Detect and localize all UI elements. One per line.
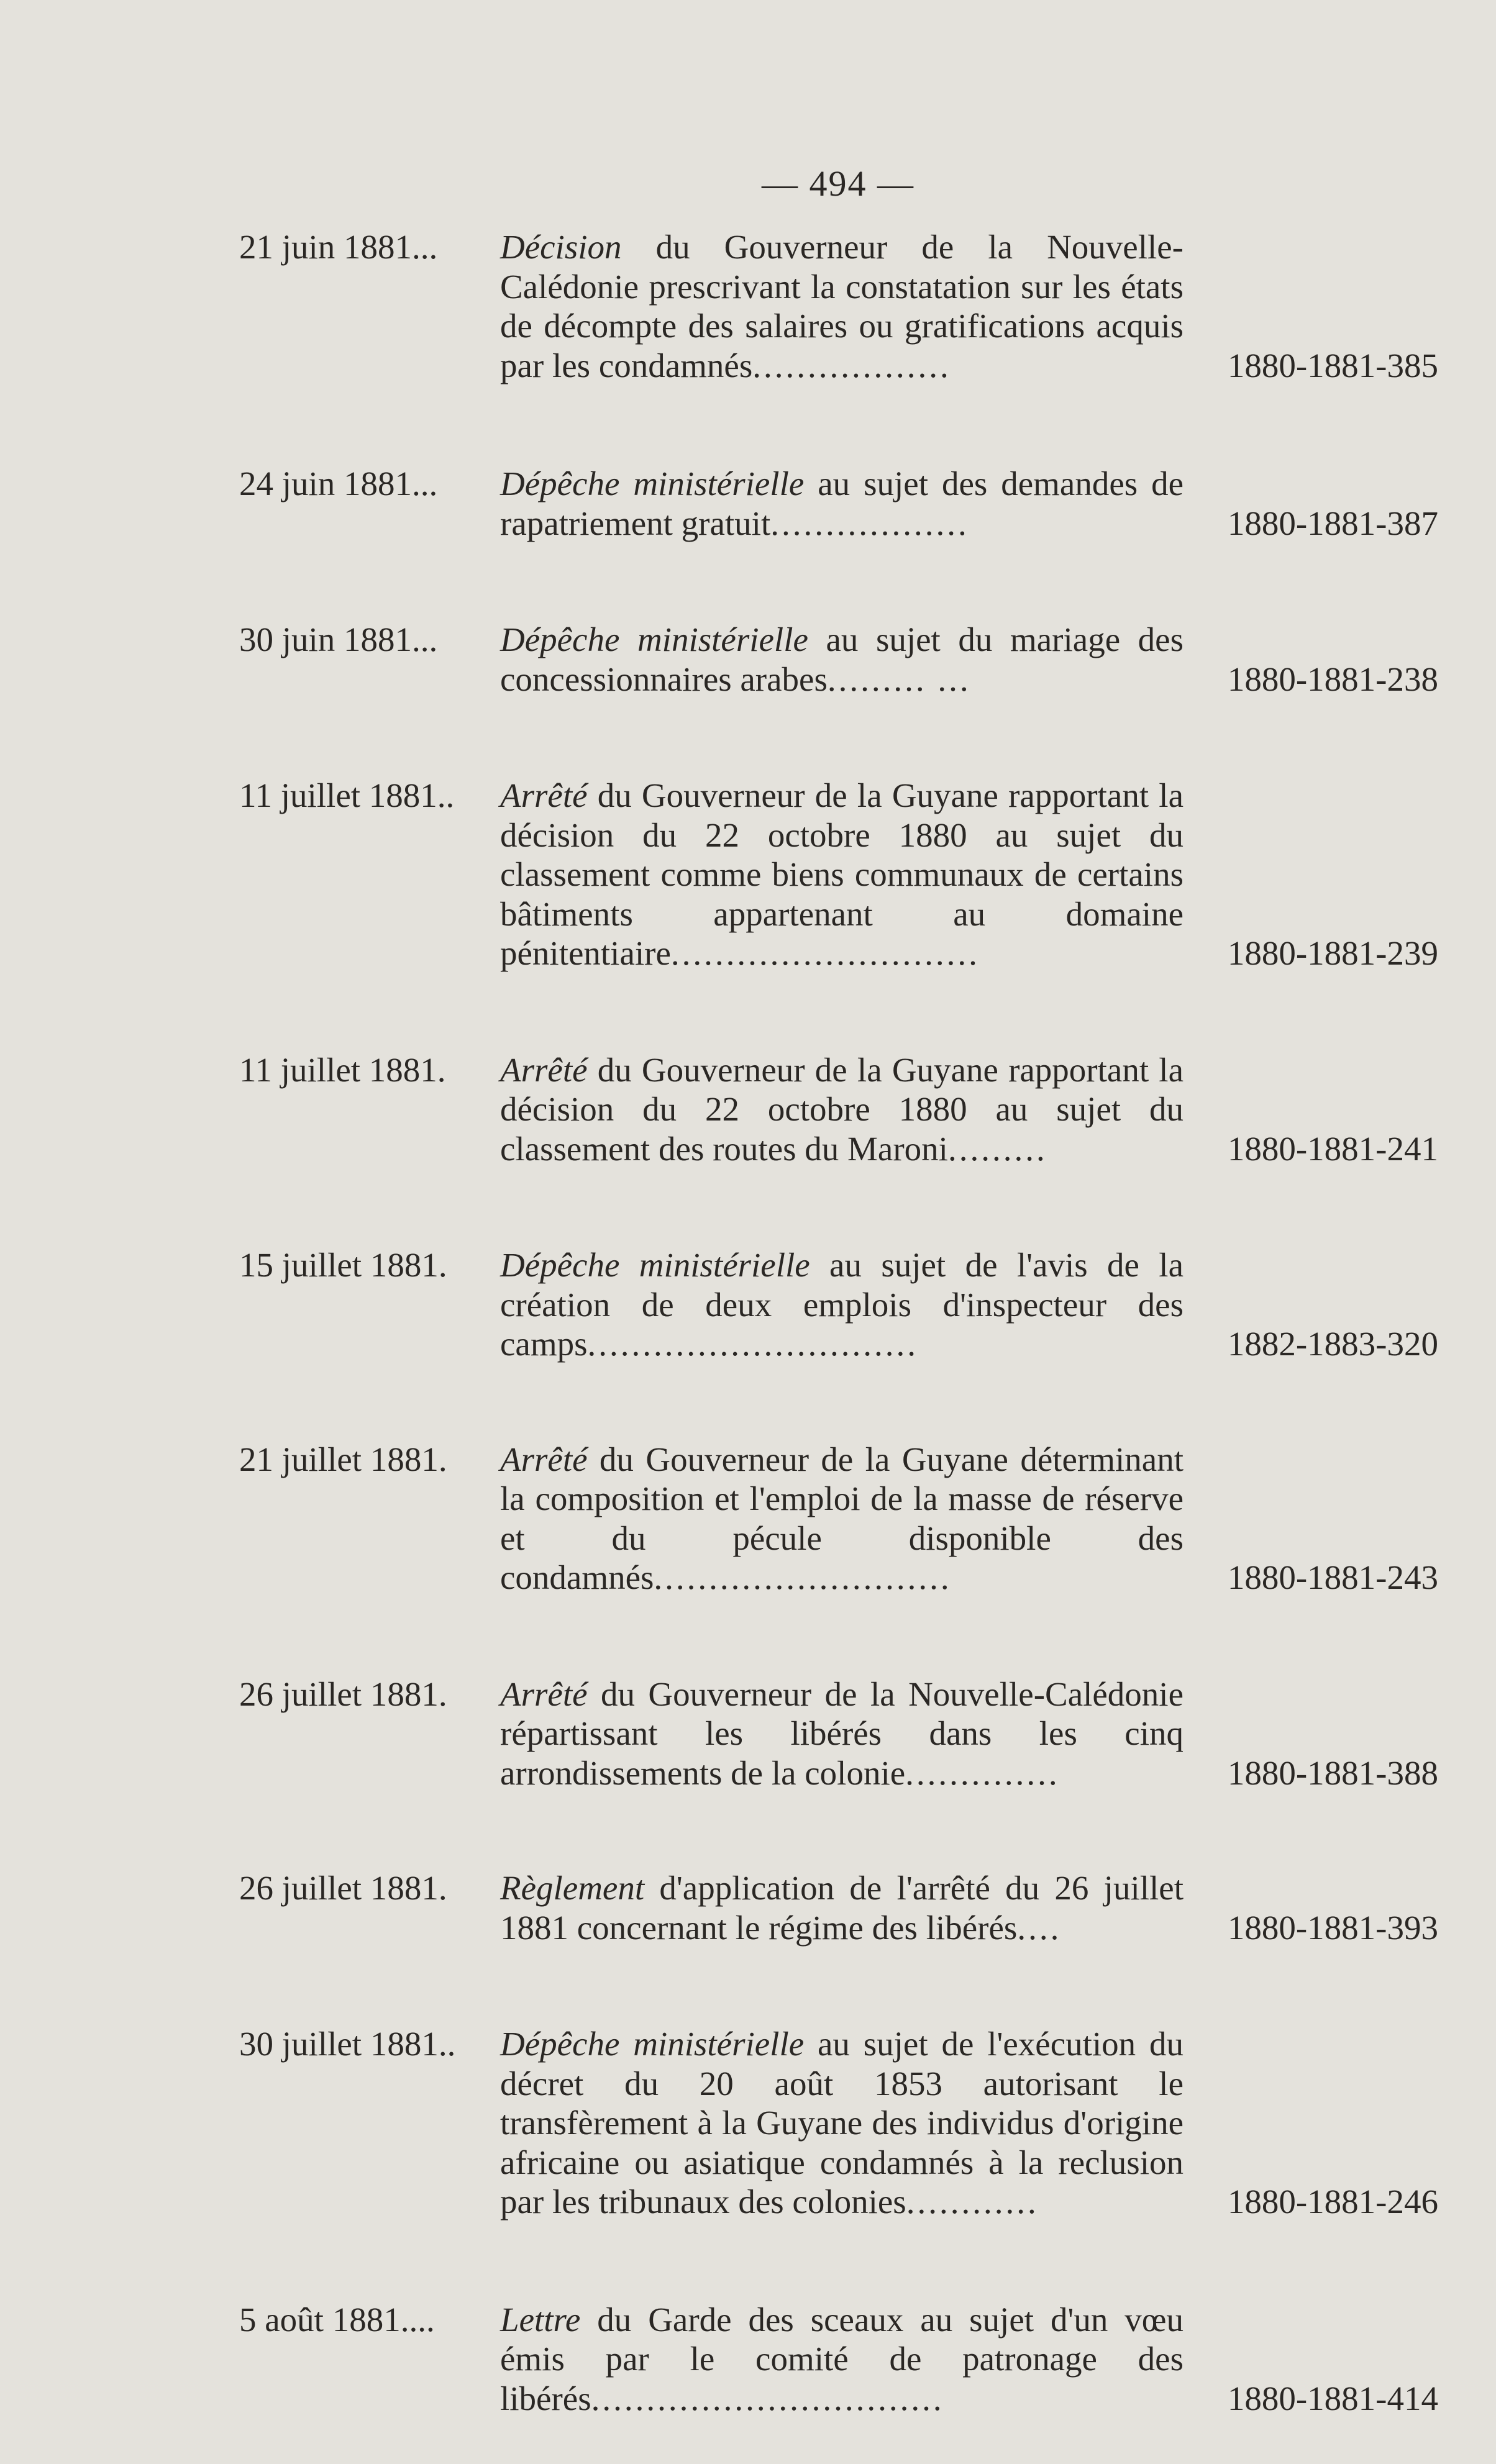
entry-description bbox=[500, 1050, 1184, 1169]
entry-reference: 1880-1881-393 bbox=[1227, 1908, 1438, 1947]
entry-lead: Arrêté bbox=[500, 776, 588, 814]
dot-leader: .................. bbox=[752, 346, 951, 384]
entry bbox=[239, 776, 1438, 973]
entry-date: 15 juillet 1881. bbox=[239, 1246, 447, 1284]
dot-leader: ......... bbox=[947, 1129, 1047, 1168]
dot-leader: ............ bbox=[906, 2183, 1039, 2221]
entry-date: 11 juillet 1881. bbox=[239, 1050, 446, 1089]
entry-description bbox=[500, 464, 1184, 543]
entry-text: au sujet des demandes de rapatriement gratuit bbox=[500, 465, 1184, 542]
entry bbox=[239, 1440, 1438, 1598]
entry-lead: Arrêté bbox=[500, 1675, 588, 1713]
entry bbox=[239, 1050, 1438, 1169]
entry-reference: 1880-1881-387 bbox=[1227, 504, 1438, 542]
entry-text: du Gouverneur de la Nouvelle-Calédonie prescrivant la constatation sur les états de décompte des salaires ou gratifications acquis par les condamnés bbox=[500, 228, 1184, 384]
entry-text: du Gouverneur de la Guyane déterminant la composition et l'emploi de la masse de réserve et du pécule disponible des condamnés bbox=[500, 1440, 1184, 1596]
entry-description bbox=[500, 2300, 1184, 2419]
dot-leader: .............. bbox=[905, 1753, 1060, 1792]
entry-text: d'application de l'arrêté du 26 juillet 1881 concernant le régime des libérés bbox=[500, 1869, 1184, 1947]
entry-date: 21 juillet 1881. bbox=[239, 1440, 447, 1478]
entry-reference: 1880-1881-238 bbox=[1227, 660, 1438, 698]
entry-reference: 1880-1881-385 bbox=[1227, 346, 1438, 384]
entry-lead: Arrêté bbox=[500, 1050, 588, 1089]
entry-text: au sujet du mariage des concessionnaires arabes bbox=[500, 621, 1184, 698]
entry-description bbox=[500, 1440, 1184, 1598]
dot-leader: .................. bbox=[770, 504, 969, 542]
entry-description bbox=[500, 1245, 1184, 1364]
entry-text: au sujet de l'avis de la création de deux emplois d'inspecteur des camps bbox=[500, 1246, 1184, 1363]
entry-description bbox=[500, 2024, 1184, 2222]
entry-lead: Décision bbox=[500, 228, 622, 266]
entry bbox=[239, 1675, 1438, 1793]
entry-reference: 1880-1881-414 bbox=[1227, 2379, 1438, 2417]
entry-date: 21 juin 1881... bbox=[239, 228, 438, 266]
entry-text: du Gouverneur de la Guyane rapportant la décision du 22 octobre 1880 au sujet du classement des routes du Maroni bbox=[500, 1050, 1184, 1168]
entry-description bbox=[500, 1868, 1184, 1947]
entry-date: 30 juillet 1881.. bbox=[239, 2025, 456, 2063]
dot-leader: .............................. bbox=[587, 1325, 919, 1363]
entry-date: 5 août 1881.... bbox=[239, 2300, 435, 2339]
entry-text: du Gouverneur de la Guyane rapportant la décision du 22 octobre 1880 au sujet du classement comme biens communaux de certains bâtiments appartenant au domaine pénitentiaire bbox=[500, 776, 1184, 972]
entry-lead: Dépêche ministérielle bbox=[500, 621, 808, 658]
entry-lead: Dépêche ministérielle bbox=[500, 1246, 810, 1284]
entry-lead: Dépêche ministérielle bbox=[500, 465, 805, 502]
entry bbox=[239, 1868, 1438, 1947]
entry-reference: 1880-1881-388 bbox=[1227, 1753, 1438, 1792]
entry-description bbox=[500, 227, 1184, 385]
entry-date: 26 juillet 1881. bbox=[239, 1675, 447, 1713]
entry bbox=[239, 620, 1438, 699]
entry-text: au sujet de l'exécution du décret du 20 août 1853 autorisant le transfèrement à la Guyane des individus d'origine africaine ou asiatique condamnés à la reclusion par les tribunaux des colonies bbox=[500, 2025, 1184, 2221]
entry-reference: 1880-1881-243 bbox=[1227, 1558, 1438, 1596]
dot-leader: ................................ bbox=[591, 2379, 944, 2417]
entry bbox=[239, 2024, 1438, 2222]
dot-leader: .... bbox=[1017, 1908, 1062, 1947]
entry-lead: Règlement bbox=[500, 1869, 645, 1907]
entry bbox=[239, 1245, 1438, 1364]
entry-reference: 1880-1881-239 bbox=[1227, 934, 1438, 972]
entry-lead: Lettre bbox=[500, 2300, 581, 2339]
dot-leader: ........................... bbox=[654, 1558, 952, 1596]
entry-date: 11 juillet 1881.. bbox=[239, 776, 455, 814]
entry-reference: 1882-1883-320 bbox=[1227, 1325, 1438, 1363]
entry bbox=[239, 464, 1438, 543]
dot-leader: ............................ bbox=[670, 934, 980, 972]
entry-date: 24 juin 1881... bbox=[239, 465, 438, 502]
entry-description bbox=[500, 1675, 1184, 1793]
entry-lead: Dépêche ministérielle bbox=[500, 2025, 805, 2063]
entry-reference: 1880-1881-246 bbox=[1227, 2183, 1438, 2221]
dot-leader: ......... ... bbox=[827, 660, 971, 698]
entry bbox=[239, 227, 1438, 385]
entry-text: du Garde des sceaux au sujet d'un vœu émis par le comité de patronage des libérés bbox=[500, 2300, 1184, 2417]
entry-description bbox=[500, 776, 1184, 973]
page-number: — 494 — bbox=[762, 163, 914, 204]
chronological-entries bbox=[239, 227, 1438, 2418]
entry-lead: Arrêté bbox=[500, 1440, 588, 1478]
entry bbox=[239, 2300, 1438, 2419]
entry-date: 30 juin 1881... bbox=[239, 621, 438, 658]
entry-description bbox=[500, 620, 1184, 699]
entry-date: 26 juillet 1881. bbox=[239, 1869, 447, 1907]
entry-text: du Gouverneur de la Nouvelle-Calédonie répartissant les libérés dans les cinq arrondissements de la colonie bbox=[500, 1675, 1184, 1792]
entry-reference: 1880-1881-241 bbox=[1227, 1129, 1438, 1168]
